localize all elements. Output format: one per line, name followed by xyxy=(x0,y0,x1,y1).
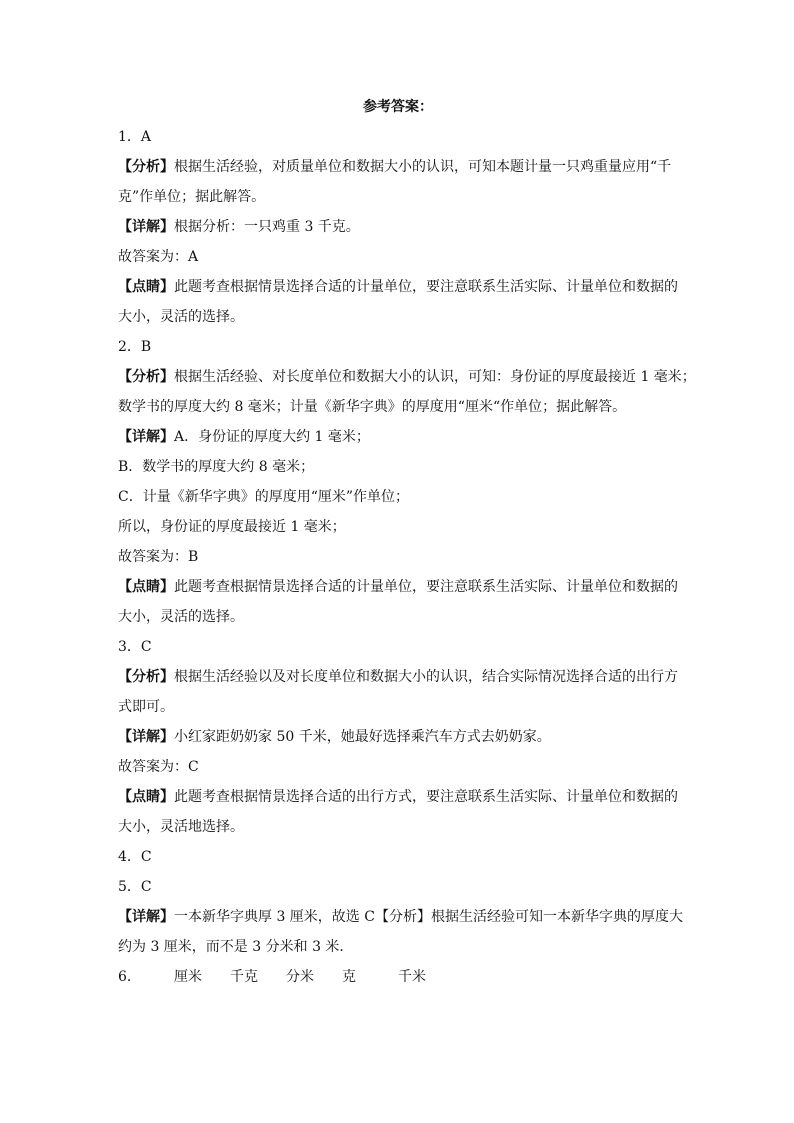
answer-cell: 千克 xyxy=(230,969,258,985)
text-line xyxy=(118,242,678,272)
text-line xyxy=(118,662,678,692)
text-line xyxy=(118,872,678,902)
text-line xyxy=(118,752,678,782)
text-line xyxy=(118,212,678,242)
line-text: C．计量《新华字典》的厚度用“厘米”作单位； xyxy=(118,489,410,505)
answer-cell: 分米 xyxy=(286,969,314,985)
text-line xyxy=(118,182,678,212)
text-line xyxy=(118,482,678,512)
line-text: 5．C xyxy=(118,879,152,895)
text-line xyxy=(118,332,678,362)
text-line xyxy=(118,602,678,632)
answer-cell: 千米 xyxy=(398,969,426,985)
text-line xyxy=(118,842,678,872)
question-6-number: 6． xyxy=(118,969,141,985)
text-line xyxy=(118,422,678,452)
text-line xyxy=(118,542,678,572)
line-text: B．数学书的厚度大约 8 毫米； xyxy=(118,459,315,475)
line-text: 大小，灵活的选择。 xyxy=(118,609,244,625)
text-line xyxy=(118,512,678,542)
section-tag: 【分析】 xyxy=(118,669,174,685)
line-text: 此题考查根据情景选择合适的计量单位，要注意联系生活实际、计量单位和数据的 xyxy=(174,279,678,295)
text-line xyxy=(118,272,678,302)
line-text: 根据生活经验、对长度单位和数据大小的认识，可知：身份证的厚度最接近 1 毫米； xyxy=(174,369,696,385)
text-line xyxy=(118,152,678,182)
question-6-row xyxy=(118,962,678,992)
answer-cell: 克 xyxy=(342,969,356,985)
section-tag: 【详解】 xyxy=(118,429,174,445)
text-line xyxy=(118,452,678,482)
answer-lines xyxy=(118,122,696,962)
line-text: 式即可。 xyxy=(118,699,174,715)
section-tag: 【点睛】 xyxy=(118,279,174,295)
line-text: 故答案为：C xyxy=(118,759,199,775)
line-text: 2．B xyxy=(118,339,152,355)
answer-page xyxy=(118,92,696,992)
text-line xyxy=(118,692,678,722)
line-text: 一本新华字典厚 3 厘米，故选 C【分析】根据生活经验可知一本新华字典的厚度大 xyxy=(174,909,683,925)
line-text: 小红家距奶奶家 50 千米，她最好选择乘汽车方式去奶奶家。 xyxy=(174,729,551,745)
text-line xyxy=(118,632,678,662)
line-text: 克”作单位；据此解答。 xyxy=(118,189,266,205)
section-tag: 【点睛】 xyxy=(118,579,174,595)
line-text: 大小，灵活的选择。 xyxy=(118,309,244,325)
text-line xyxy=(118,302,678,332)
section-tag: 【分析】 xyxy=(118,369,174,385)
section-tag: 【分析】 xyxy=(118,159,174,175)
line-text: 3．C xyxy=(118,639,152,655)
text-line xyxy=(118,572,678,602)
text-line xyxy=(118,722,678,752)
text-line xyxy=(118,362,696,392)
line-text: 所以，身份证的厚度最接近 1 毫米； xyxy=(118,519,346,535)
section-tag: 【点睛】 xyxy=(118,789,174,805)
line-text: A．身份证的厚度大约 1 毫米； xyxy=(174,429,370,445)
section-tag: 【详解】 xyxy=(118,729,174,745)
text-line xyxy=(118,902,683,932)
line-text: 此题考查根据情景选择合适的计量单位，要注意联系生活实际、计量单位和数据的 xyxy=(174,579,678,595)
line-text: 故答案为：B xyxy=(118,549,199,565)
line-text: 大小，灵活地选择。 xyxy=(118,819,244,835)
text-line xyxy=(118,122,678,152)
line-text: 数学书的厚度大约 8 毫米；计量《新华字典》的厚度用“厘米“作单位；据此解答。 xyxy=(118,399,627,415)
line-text: 根据生活经验以及对长度单位和数据大小的认识，结合实际情况选择合适的出行方 xyxy=(174,669,678,685)
text-line xyxy=(118,932,678,962)
line-text: 4．C xyxy=(118,849,152,865)
line-text: 根据分析：一只鸡重 3 千克。 xyxy=(174,219,360,235)
line-text: 此题考查根据情景选择合适的出行方式，要注意联系生活实际、计量单位和数据的 xyxy=(174,789,678,805)
page-title: 参考答案： xyxy=(363,99,433,115)
text-line xyxy=(118,392,678,422)
section-tag: 【详解】 xyxy=(118,219,174,235)
line-text: 1．A xyxy=(118,129,152,145)
text-line xyxy=(118,812,678,842)
answer-cell: 厘米 xyxy=(174,969,202,985)
line-text: 根据生活经验，对质量单位和数据大小的认识，可知本题计量一只鸡重量应用“千 xyxy=(174,159,672,175)
line-text: 约为 3 厘米，而不是 3 分米和 3 米． xyxy=(118,939,354,955)
text-line xyxy=(118,782,678,812)
section-tag: 【详解】 xyxy=(118,909,174,925)
line-text: 故答案为：A xyxy=(118,249,199,265)
